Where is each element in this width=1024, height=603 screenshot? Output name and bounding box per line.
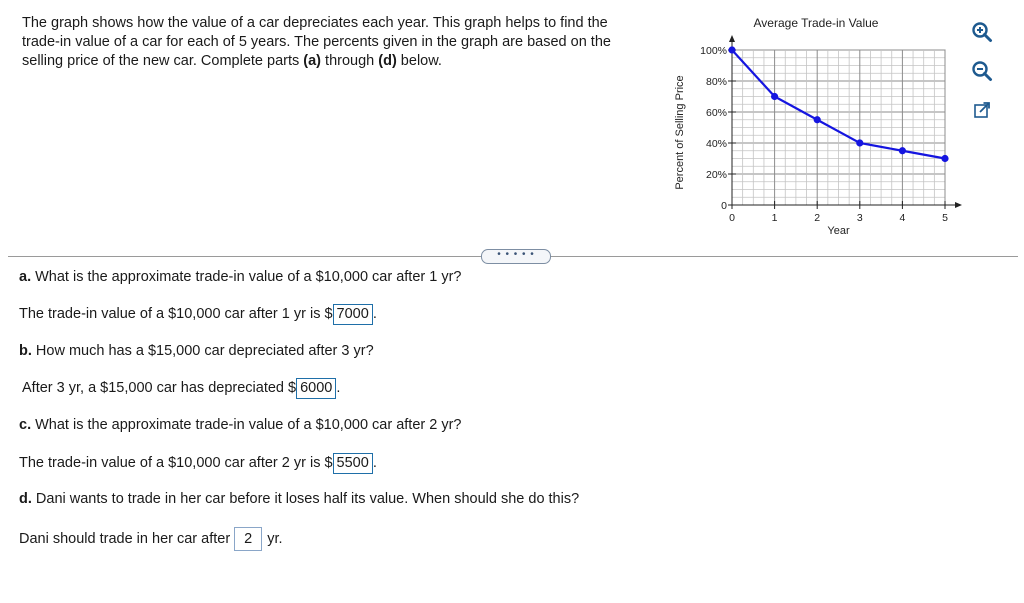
intro-text: The graph shows how the value of a car depreciates each year. This graph helps to find the trade-in value of a car for each of 5 years. The percents given in the graph are based on the selling price of the new car. Complete parts [22, 15, 611, 69]
x-tick-label: 5 [942, 212, 948, 224]
y-tick-label: 100% [700, 45, 727, 57]
question-d-label: d. [19, 491, 32, 507]
answer-b-field[interactable]: 6000 [296, 378, 336, 399]
answer-a-field[interactable]: 7000 [333, 304, 373, 325]
trade-in-chart [668, 8, 968, 243]
answer-c-line [19, 453, 377, 474]
x-tick-label: 4 [899, 212, 906, 224]
answer-c-suffix: . [372, 455, 377, 471]
y-axis-arrow [729, 35, 735, 42]
chart-svg [668, 8, 968, 243]
answer-c-prefix: The trade-in value of a $10,000 car after 2 yr is $ [19, 455, 333, 471]
zoom-in-icon [971, 21, 993, 43]
answer-a-line [19, 304, 377, 325]
question-b-text: How much has a $15,000 car depreciated after 3 yr? [31, 343, 374, 359]
data-point [899, 147, 906, 154]
intro-text-3: below. [396, 53, 442, 69]
answer-d-line [19, 527, 283, 551]
x-axis-label: Year [827, 225, 850, 237]
answer-a-suffix: . [372, 306, 377, 322]
answer-d-prefix: Dani should trade in her car after [19, 531, 231, 547]
answer-b-prefix: After 3 yr, a $15,000 car has depreciated $ [22, 380, 297, 396]
zoom-out-icon [971, 60, 993, 82]
answer-c-field[interactable]: 5500 [333, 453, 373, 474]
question-d [19, 491, 579, 507]
answer-b-suffix: . [336, 380, 341, 396]
question-c-label: c. [19, 417, 32, 433]
question-a-text: What is the approximate trade-in value of a $10,000 car after 1 yr? [31, 269, 462, 285]
zoom-out-button[interactable] [970, 59, 994, 83]
question-c-text: What is the approximate trade-in value of a $10,000 car after 2 yr? [31, 417, 462, 433]
chart-title: Average Trade-in Value [753, 16, 879, 30]
y-axis-label: Percent of Selling Price [674, 75, 686, 190]
intro-part-d: (d) [378, 53, 397, 69]
answer-b-line [22, 378, 340, 399]
data-point [856, 139, 863, 146]
problem-statement [22, 14, 642, 71]
data-point [728, 46, 735, 53]
y-tick-label: 20% [705, 169, 727, 181]
question-a-label: a. [19, 269, 32, 285]
popout-icon [972, 100, 992, 120]
chart-grid [732, 50, 945, 205]
question-b [19, 343, 374, 359]
x-axis-arrow [955, 202, 962, 208]
y-tick-label: 0 [721, 200, 727, 212]
answer-d-suffix: yr. [267, 531, 283, 547]
zoom-in-button[interactable] [970, 20, 994, 44]
question-b-label: b. [19, 343, 32, 359]
intro-text-2: through [321, 53, 379, 69]
question-d-text: Dani wants to trade in her car before it loses half its value. When should she do this? [31, 491, 580, 507]
y-tick-label: 80% [705, 76, 727, 88]
x-tick-label: 2 [814, 212, 821, 224]
x-tick-label: 1 [771, 212, 778, 224]
graph-toolbar [970, 20, 1000, 137]
intro-part-a: (a) [303, 53, 322, 69]
x-tick-label: 0 [729, 212, 735, 224]
y-tick-label: 60% [705, 107, 727, 119]
expand-more-button[interactable]: • • • • • [481, 249, 551, 264]
answer-a-prefix: The trade-in value of a $10,000 car after 1 yr is $ [19, 306, 333, 322]
y-tick-label: 40% [705, 138, 727, 150]
data-point [771, 93, 778, 100]
data-point [814, 116, 821, 123]
answer-d-field[interactable]: 2 [234, 527, 262, 551]
question-c [19, 417, 462, 433]
data-point [941, 155, 948, 162]
question-a [19, 269, 462, 285]
x-tick-label: 3 [856, 212, 863, 224]
popout-button[interactable] [970, 98, 994, 122]
